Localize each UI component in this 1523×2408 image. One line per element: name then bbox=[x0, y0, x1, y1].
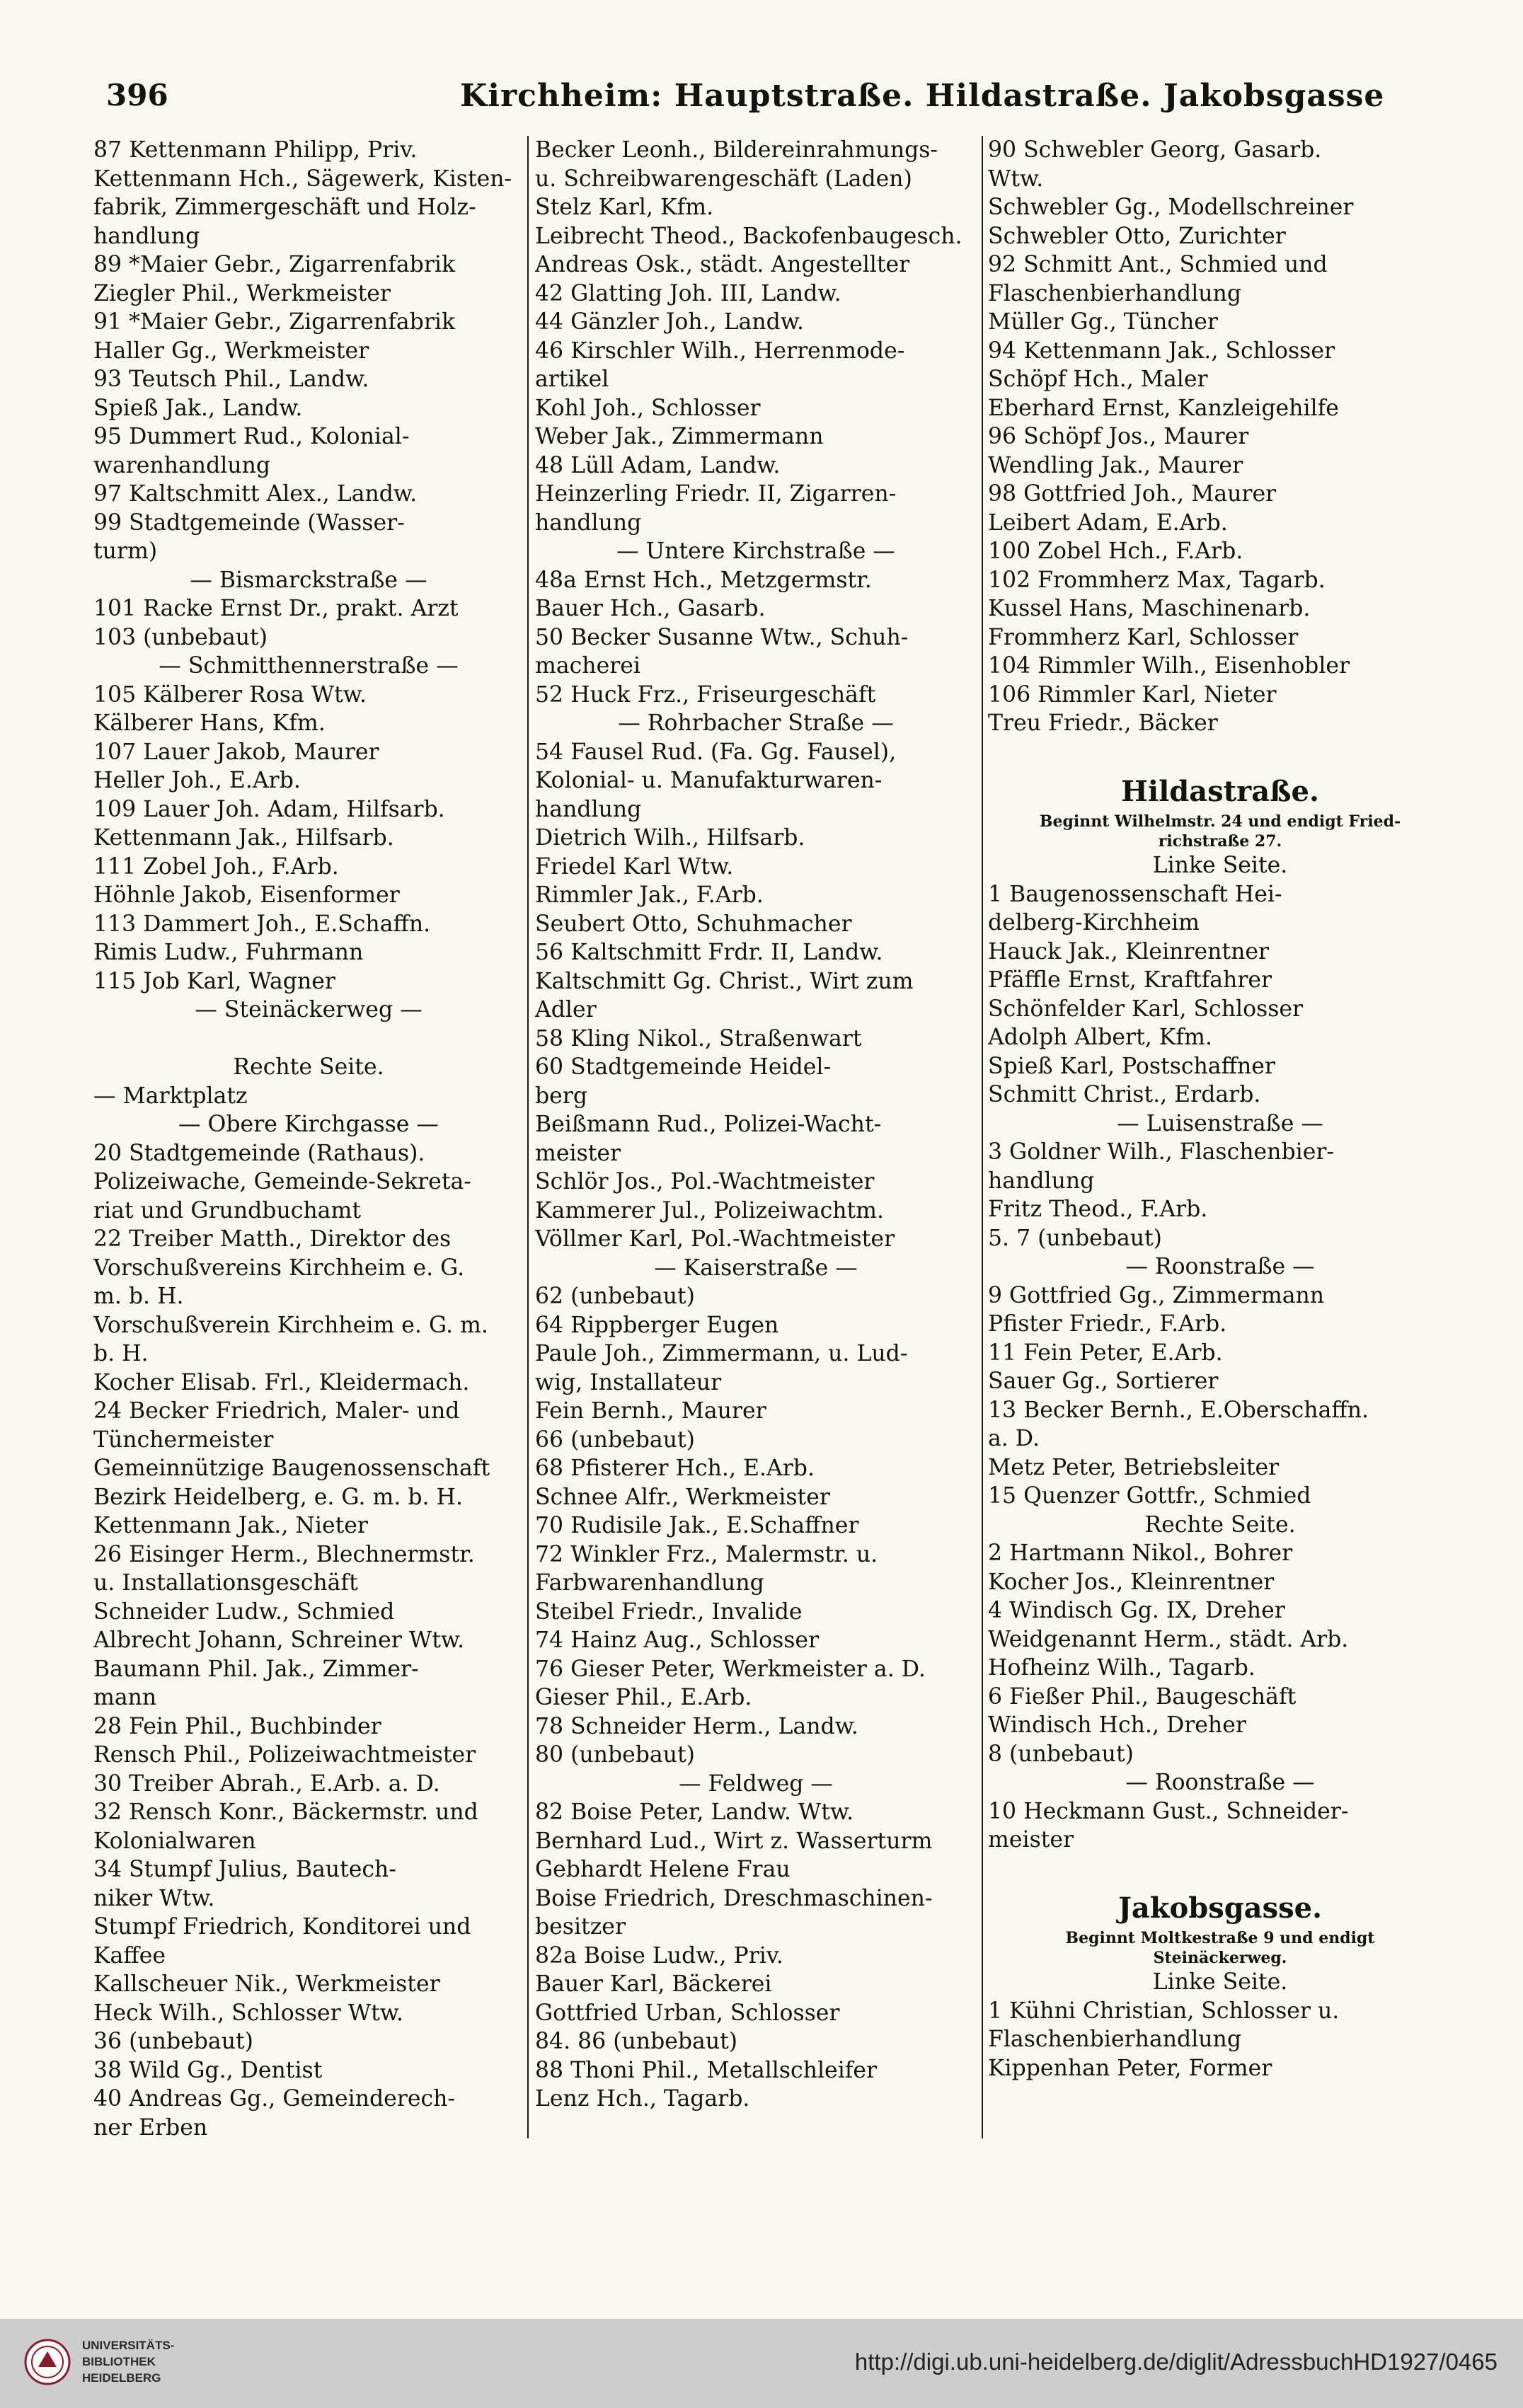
running-head-title: Kirchheim: Hauptstraße. Hildastraße. Jakobsgasse bbox=[460, 78, 1385, 114]
directory-entry: Baumann Phil. Jak., Zimmer- bbox=[93, 1656, 419, 1682]
directory-entry: m. b. H. bbox=[93, 1284, 184, 1309]
street-description: richstraße 27. bbox=[1158, 832, 1282, 851]
directory-entry: 56 Kaltschmitt Frdr. II, Landw. bbox=[535, 940, 883, 965]
directory-entry: u. Schreibwarengeschäft (Laden) bbox=[535, 166, 912, 192]
directory-entry: Wtw. bbox=[988, 166, 1044, 192]
directory-entry: 42 Glatting Joh. III, Landw. bbox=[535, 280, 841, 306]
directory-entry bbox=[988, 738, 1452, 767]
directory-entry: 62 (unbebaut) bbox=[535, 1284, 695, 1309]
page-number: 396 bbox=[106, 78, 168, 113]
directory-entry: 93 Teutsch Phil., Landw. bbox=[93, 367, 369, 392]
directory-entry: Müller Gg., Tüncher bbox=[988, 309, 1218, 335]
directory-entry: Steibel Friedr., Invalide bbox=[535, 1598, 803, 1625]
directory-entry: 96 Schöpf Jos., Maurer bbox=[988, 424, 1249, 449]
directory-entry: 11 Fein Peter, E.Arb. bbox=[988, 1340, 1223, 1366]
directory-entry: Weber Jak., Zimmermann bbox=[535, 424, 824, 449]
directory-entry: Bauer Karl, Bäckerei bbox=[535, 1971, 772, 1997]
directory-entry: 48 Lüll Adam, Landw. bbox=[535, 452, 781, 478]
directory-entry: Wendling Jak., Maurer bbox=[988, 452, 1243, 478]
library-name-line: HEIDELBERG bbox=[82, 2371, 161, 2385]
directory-entry: 24 Becker Friedrich, Maler- und bbox=[93, 1398, 460, 1424]
directory-entry: 28 Fein Phil., Buchbinder bbox=[93, 1713, 381, 1739]
directory-entry: Polizeiwache, Gemeinde-Sekreta- bbox=[93, 1169, 471, 1194]
directory-entry: Friedel Karl Wtw. bbox=[535, 853, 734, 880]
library-name-line: BIBLIOTHEK bbox=[82, 2355, 156, 2368]
directory-entry: Fritz Theod., F.Arb. bbox=[988, 1197, 1208, 1222]
directory-entry: 80 (unbebaut) bbox=[535, 1742, 695, 1768]
directory-entry: 9 Gottfried Gg., Zimmermann bbox=[988, 1282, 1325, 1308]
directory-entry: 82a Boise Ludw., Priv. bbox=[535, 1942, 783, 1969]
directory-entry: 6 Fießer Phil., Baugeschäft bbox=[988, 1683, 1297, 1710]
directory-entry: Kaltschmitt Gg. Christ., Wirt zum bbox=[535, 968, 914, 994]
directory-entry: ner Erben bbox=[93, 2114, 208, 2138]
directory-entry: 74 Hainz Aug., Schlosser bbox=[535, 1628, 820, 1653]
directory-entry: 2 Hartmann Nikol., Bohrer bbox=[988, 1540, 1293, 1566]
section-separator: Rechte Seite. bbox=[1144, 1511, 1296, 1538]
directory-entry: Leibrecht Theod., Backofenbaugesch. bbox=[535, 223, 962, 249]
directory-entry: Adolph Albert, Kfm. bbox=[988, 1025, 1212, 1050]
directory-entry: Kippenhan Peter, Former bbox=[988, 2055, 1272, 2081]
column-divider bbox=[527, 136, 529, 2138]
directory-entry: Farbwarenhandlung bbox=[535, 1570, 764, 1596]
directory-entry: 89 *Maier Gebr., Zigarrenfabrik bbox=[93, 252, 456, 277]
directory-entry: 10 Heckmann Gust., Schneider- bbox=[988, 1798, 1349, 1824]
directory-entry: delberg-Kirchheim bbox=[988, 910, 1200, 935]
source-url-link[interactable]: http://digi.ub.uni-heidelberg.de/diglit/AdressbuchHD1927/0465 bbox=[854, 2349, 1498, 2375]
directory-entry: 40 Andreas Gg., Gemeinderech- bbox=[93, 2086, 456, 2112]
section-separator: — Obere Kirchgasse — bbox=[178, 1112, 439, 1137]
directory-entry: Seubert Otto, Schuhmacher bbox=[535, 911, 852, 937]
directory-entry: Kälberer Hans, Kfm. bbox=[93, 710, 326, 736]
directory-entry: 111 Zobel Joh., F.Arb. bbox=[93, 853, 339, 880]
directory-entry: 1 Baugenossenschaft Hei- bbox=[988, 881, 1282, 907]
directory-entry: Becker Leonh., Bildereinrahmungs- bbox=[535, 137, 938, 163]
directory-entry: Vorschußvereins Kirchheim e. G. bbox=[93, 1255, 465, 1281]
directory-entry: Haller Gg., Werkmeister bbox=[93, 338, 369, 364]
directory-entry: 109 Lauer Joh. Adam, Hilfsarb. bbox=[93, 796, 445, 822]
directory-entry: 52 Huck Frz., Friseurgeschäft bbox=[535, 681, 876, 708]
directory-entry: 94 Kettenmann Jak., Schlosser bbox=[988, 338, 1335, 364]
directory-entry: 99 Stadtgemeinde (Wasser- bbox=[93, 509, 405, 536]
directory-entry: Kocher Elisab. Frl., Kleidermach. bbox=[93, 1369, 470, 1395]
directory-entry: Schnee Alfr., Werkmeister bbox=[535, 1484, 830, 1510]
directory-entry: wig, Installateur bbox=[535, 1369, 722, 1395]
section-separator: — Rohrbacher Straße — bbox=[618, 710, 894, 736]
directory-entry: Frommherz Karl, Schlosser bbox=[988, 624, 1299, 650]
directory-entry: 48a Ernst Hch., Metzgermstr. bbox=[535, 567, 872, 593]
directory-entry: 84. 86 (unbebaut) bbox=[535, 2029, 738, 2054]
directory-entry: riat und Grundbuchamt bbox=[93, 1197, 361, 1223]
directory-entry: Völlmer Karl, Pol.-Wachtmeister bbox=[535, 1226, 895, 1252]
directory-entry: 102 Frommherz Max, Tagarb. bbox=[988, 567, 1326, 593]
directory-entry: 64 Rippberger Eugen bbox=[535, 1312, 779, 1338]
directory-entry: 91 *Maier Gebr., Zigarrenfabrik bbox=[93, 309, 456, 335]
directory-entry: Bauer Hch., Gasarb. bbox=[535, 596, 766, 621]
directory-entry: Gemeinnützige Baugenossenschaft bbox=[93, 1456, 490, 1481]
directory-entry: Schwebler Otto, Zurichter bbox=[988, 223, 1286, 249]
directory-entry: Eberhard Ernst, Kanzleigehilfe bbox=[988, 395, 1339, 421]
directory-entry: Kohl Joh., Schlosser bbox=[535, 395, 761, 421]
directory-entry: Kettenmann Hch., Sägewerk, Kisten- bbox=[93, 166, 512, 192]
directory-entry: Kettenmann Jak., Hilfsarb. bbox=[93, 825, 394, 851]
directory-entry: Schöpf Hch., Maler bbox=[988, 367, 1208, 392]
directory-entry: Ziegler Phil., Werkmeister bbox=[93, 280, 391, 306]
directory-entry: Stelz Karl, Kfm. bbox=[535, 195, 714, 220]
directory-entry: 95 Dummert Rud., Kolonial- bbox=[93, 424, 410, 449]
directory-entry: u. Installationsgeschäft bbox=[93, 1570, 358, 1596]
directory-entry: Tünchermeister bbox=[93, 1427, 274, 1453]
directory-entry: 34 Stumpf Julius, Bautech- bbox=[93, 1857, 396, 1882]
directory-entry: Adler bbox=[535, 997, 597, 1022]
directory-entry: 68 Pfisterer Hch., E.Arb. bbox=[535, 1456, 815, 1481]
directory-entry: Schönfelder Karl, Schlosser bbox=[988, 996, 1304, 1022]
section-separator: Linke Seite. bbox=[1152, 853, 1288, 878]
directory-entry: 90 Schwebler Georg, Gasarb. bbox=[988, 137, 1322, 163]
directory-entry: 100 Zobel Hch., F.Arb. bbox=[988, 538, 1243, 564]
directory-entry: b. H. bbox=[93, 1341, 149, 1366]
directory-entry: Sauer Gg., Sortierer bbox=[988, 1369, 1219, 1394]
directory-entry: Bernhard Lud., Wirt z. Wasserturm bbox=[535, 1828, 933, 1854]
directory-entry: 5. 7 (unbebaut) bbox=[988, 1225, 1162, 1251]
directory-entry: Gottfried Urban, Schlosser bbox=[535, 2000, 840, 2026]
directory-entry: Weidgenannt Herm., städt. Arb. bbox=[988, 1626, 1349, 1652]
directory-entry: fabrik, Zimmergeschäft und Holz- bbox=[93, 195, 476, 220]
footer-bar bbox=[0, 2319, 1523, 2408]
directory-entry: 8 (unbebaut) bbox=[988, 1741, 1134, 1767]
column-divider bbox=[982, 136, 983, 2138]
street-heading: Jakobsgasse. bbox=[1117, 1891, 1323, 1925]
directory-entry: 78 Schneider Herm., Landw. bbox=[535, 1713, 858, 1739]
directory-entry: Vorschußverein Kirchheim e. G. m. bbox=[93, 1312, 488, 1338]
directory-entry: 58 Kling Nikol., Straßenwart bbox=[535, 1025, 862, 1052]
directory-entry: Dietrich Wilh., Hilfsarb. bbox=[535, 825, 805, 851]
directory-entry: Hofheinz Wilh., Tagarb. bbox=[988, 1655, 1255, 1681]
directory-entry: Leibert Adam, E.Arb. bbox=[988, 509, 1228, 536]
column-middle bbox=[535, 136, 977, 2138]
directory-entry: turm) bbox=[93, 538, 158, 564]
directory-entry: Lenz Hch., Tagarb. bbox=[535, 2086, 750, 2112]
section-separator: — Roonstraße — bbox=[1125, 1770, 1315, 1795]
directory-entry: handlung bbox=[988, 1168, 1095, 1194]
directory-entry: Fein Bernh., Maurer bbox=[535, 1398, 766, 1424]
directory-entry: — Marktplatz bbox=[93, 1083, 248, 1109]
street-description: Beginnt Moltkestraße 9 und endigt bbox=[1065, 1929, 1375, 1947]
section-separator: — Roonstraße — bbox=[1125, 1254, 1315, 1279]
section-separator: — Schmitthennerstraße — bbox=[159, 653, 459, 679]
directory-entry: 107 Lauer Jakob, Maurer bbox=[93, 739, 379, 765]
page-header bbox=[92, 71, 1451, 139]
directory-entry: 22 Treiber Matth., Direktor des bbox=[93, 1226, 452, 1252]
directory-entry: Paule Joh., Zimmermann, u. Lud- bbox=[535, 1341, 908, 1366]
directory-entry: 26 Eisinger Herm., Blechnermstr. bbox=[93, 1541, 475, 1567]
directory-entry: Höhnle Jakob, Eisenformer bbox=[93, 882, 400, 908]
directory-entry: Kussel Hans, Maschinenarb. bbox=[988, 596, 1311, 621]
directory-entry bbox=[93, 1025, 524, 1054]
directory-entry: Rensch Phil., Polizeiwachtmeister bbox=[93, 1742, 476, 1768]
directory-entry: 36 (unbebaut) bbox=[93, 2029, 253, 2054]
directory-entry: 20 Stadtgemeinde (Rathaus). bbox=[93, 1140, 425, 1166]
directory-entry: Rimmler Jak., F.Arb. bbox=[535, 882, 764, 908]
directory-entry: Bezirk Heidelberg, e. G. m. b. H. bbox=[93, 1484, 464, 1510]
directory-entry: Kettenmann Jak., Nieter bbox=[93, 1513, 368, 1538]
directory-entry: 82 Boise Peter, Landw. Wtw. bbox=[535, 1799, 854, 1825]
street-description: Steinäckerweg. bbox=[1153, 1949, 1287, 1967]
directory-entry: Andreas Osk., städt. Angestellter bbox=[535, 252, 910, 277]
directory-entry: a. D. bbox=[988, 1426, 1040, 1451]
section-separator: — Kaiserstraße — bbox=[654, 1255, 858, 1281]
column-right bbox=[988, 136, 1452, 2138]
directory-entry: 115 Job Karl, Wagner bbox=[93, 968, 335, 994]
directory-entry: Spieß Jak., Landw. bbox=[93, 395, 303, 421]
section-separator: — Bismarckstraße — bbox=[190, 567, 427, 593]
directory-entry: 106 Rimmler Karl, Nieter bbox=[988, 681, 1277, 708]
directory-entry: 104 Rimmler Wilh., Eisenhobler bbox=[988, 653, 1350, 679]
directory-entry: 76 Gieser Peter, Werkmeister a. D. bbox=[535, 1656, 926, 1682]
directory-entry: Kallscheuer Nik., Werkmeister bbox=[93, 1971, 440, 1997]
directory-entry: 1 Kühni Christian, Schlosser u. bbox=[988, 1998, 1340, 2024]
column-left bbox=[93, 136, 524, 2138]
directory-entry: 105 Kälberer Rosa Wtw. bbox=[93, 681, 367, 708]
directory-entry: meister bbox=[988, 1827, 1074, 1853]
directory-entry: 46 Kirschler Wilh., Herrenmode- bbox=[535, 338, 905, 364]
directory-entry: niker Wtw. bbox=[93, 1885, 215, 1911]
directory-entry: 87 Kettenmann Philipp, Priv. bbox=[93, 137, 418, 163]
directory-entry: 54 Fausel Rud. (Fa. Gg. Fausel), bbox=[535, 739, 897, 765]
directory-entry: 66 (unbebaut) bbox=[535, 1427, 695, 1453]
directory-entry: Windisch Hch., Dreher bbox=[988, 1712, 1246, 1738]
directory-entry: 101 Racke Ernst Dr., prakt. Arzt bbox=[93, 596, 459, 621]
directory-entry: 30 Treiber Abrah., E.Arb. a. D. bbox=[93, 1770, 440, 1797]
directory-entry: artikel bbox=[535, 367, 609, 392]
directory-entry: Schlör Jos., Pol.-Wachtmeister bbox=[535, 1169, 875, 1194]
directory-entry: Heller Joh., E.Arb. bbox=[93, 768, 301, 793]
directory-entry: handlung bbox=[93, 223, 200, 249]
section-separator: — Feldweg — bbox=[679, 1770, 833, 1797]
directory-entry bbox=[988, 1855, 1452, 1884]
directory-entry: Schwebler Gg., Modellschreiner bbox=[988, 195, 1354, 220]
directory-entry: handlung bbox=[535, 796, 642, 822]
directory-entry: 60 Stadtgemeinde Heidel- bbox=[535, 1054, 832, 1080]
directory-entry: Kaffee bbox=[93, 1942, 166, 1969]
directory-entry: 92 Schmitt Ant., Schmied und bbox=[988, 252, 1328, 277]
directory-entry: Treu Friedr., Bäcker bbox=[988, 710, 1218, 736]
directory-entry: Heck Wilh., Schlosser Wtw. bbox=[93, 2000, 404, 2026]
library-name-line: UNIVERSITÄTS- bbox=[82, 2339, 175, 2352]
directory-entry: Flaschenbierhandlung bbox=[988, 280, 1242, 306]
directory-entry: meister bbox=[535, 1140, 621, 1166]
directory-entry: Pfister Friedr., F.Arb. bbox=[988, 1311, 1227, 1337]
directory-entry: Beißmann Rud., Polizei-Wacht- bbox=[535, 1112, 882, 1137]
directory-entry: warenhandlung bbox=[93, 452, 271, 478]
directory-entry: Hauck Jak., Kleinrentner bbox=[988, 938, 1270, 964]
directory-entry: Rimis Ludw., Fuhrmann bbox=[93, 940, 364, 965]
directory-entry: Kolonialwaren bbox=[93, 1828, 256, 1854]
directory-entry: macherei bbox=[535, 653, 640, 679]
street-description: Beginnt Wilhelmstr. 24 und endigt Fried- bbox=[1039, 812, 1401, 831]
directory-entry: Kammerer Jul., Polizeiwachtm. bbox=[535, 1197, 885, 1223]
directory-entry: 3 Goldner Wilh., Flaschenbier- bbox=[988, 1139, 1335, 1165]
section-separator: Linke Seite. bbox=[1152, 1969, 1288, 1995]
street-heading: Hildastraße. bbox=[1121, 775, 1319, 808]
directory-entry: 32 Rensch Konr., Bäckermstr. und bbox=[93, 1799, 478, 1825]
directory-entry: mann bbox=[93, 1685, 157, 1710]
directory-entry: 88 Thoni Phil., Metallschleifer bbox=[535, 2057, 878, 2083]
directory-entry: Albrecht Johann, Schreiner Wtw. bbox=[93, 1628, 465, 1653]
directory-entry: Flaschenbierhandlung bbox=[988, 2027, 1242, 2052]
directory-entry: 15 Quenzer Gottfr., Schmied bbox=[988, 1483, 1311, 1509]
section-separator: — Untere Kirchstraße — bbox=[616, 538, 895, 564]
section-separator: — Steinäckerweg — bbox=[195, 997, 423, 1022]
directory-entry: 97 Kaltschmitt Alex., Landw. bbox=[93, 481, 418, 507]
directory-entry: Heinzerling Friedr. II, Zigarren- bbox=[535, 481, 897, 507]
directory-entry: 70 Rudisile Jak., E.Schaffner bbox=[535, 1513, 859, 1538]
directory-entry: Stumpf Friedrich, Konditorei und bbox=[93, 1914, 471, 1940]
directory-entry: Kolonial- u. Manufakturwaren- bbox=[535, 768, 883, 793]
directory-entry: Schmitt Christ., Erdarb. bbox=[988, 1082, 1261, 1107]
section-separator: — Luisenstraße — bbox=[1117, 1110, 1323, 1136]
directory-entry: Schneider Ludw., Schmied bbox=[93, 1598, 395, 1625]
directory-entry: 44 Gänzler Joh., Landw. bbox=[535, 309, 805, 335]
directory-entry: Pfäffle Ernst, Kraftfahrer bbox=[988, 967, 1272, 993]
directory-entry: 38 Wild Gg., Dentist bbox=[93, 2057, 323, 2083]
directory-entry: 4 Windisch Gg. IX, Dreher bbox=[988, 1598, 1285, 1623]
directory-entry: 50 Becker Susanne Wtw., Schuh- bbox=[535, 624, 909, 650]
directory-entry: 72 Winkler Frz., Malermstr. u. bbox=[535, 1541, 878, 1567]
directory-entry: Gieser Phil., E.Arb. bbox=[535, 1685, 752, 1710]
directory-entry: 13 Becker Bernh., E.Oberschaffn. bbox=[988, 1397, 1369, 1423]
library-name bbox=[82, 2337, 174, 2386]
directory-entry: 103 (unbebaut) bbox=[93, 624, 268, 650]
directory-entry: besitzer bbox=[535, 1914, 626, 1940]
section-separator: Rechte Seite. bbox=[233, 1054, 384, 1080]
directory-entry: 98 Gottfried Joh., Maurer bbox=[988, 481, 1277, 507]
directory-entry: 113 Dammert Joh., E.Schaffn. bbox=[93, 911, 431, 937]
library-seal-icon bbox=[24, 2339, 71, 2385]
directory-entry: Spieß Karl, Postschaffner bbox=[988, 1053, 1275, 1079]
directory-entry: Boise Friedrich, Dreschmaschinen- bbox=[535, 1885, 933, 1911]
directory-entry: Metz Peter, Betriebsleiter bbox=[988, 1454, 1280, 1480]
directory-entry: handlung bbox=[535, 509, 642, 536]
directory-entry: Gebhardt Helene Frau bbox=[535, 1857, 791, 1882]
directory-entry: berg bbox=[535, 1083, 588, 1109]
directory-columns bbox=[93, 136, 1452, 2138]
directory-entry: Kocher Jos., Kleinrentner bbox=[988, 1569, 1275, 1595]
